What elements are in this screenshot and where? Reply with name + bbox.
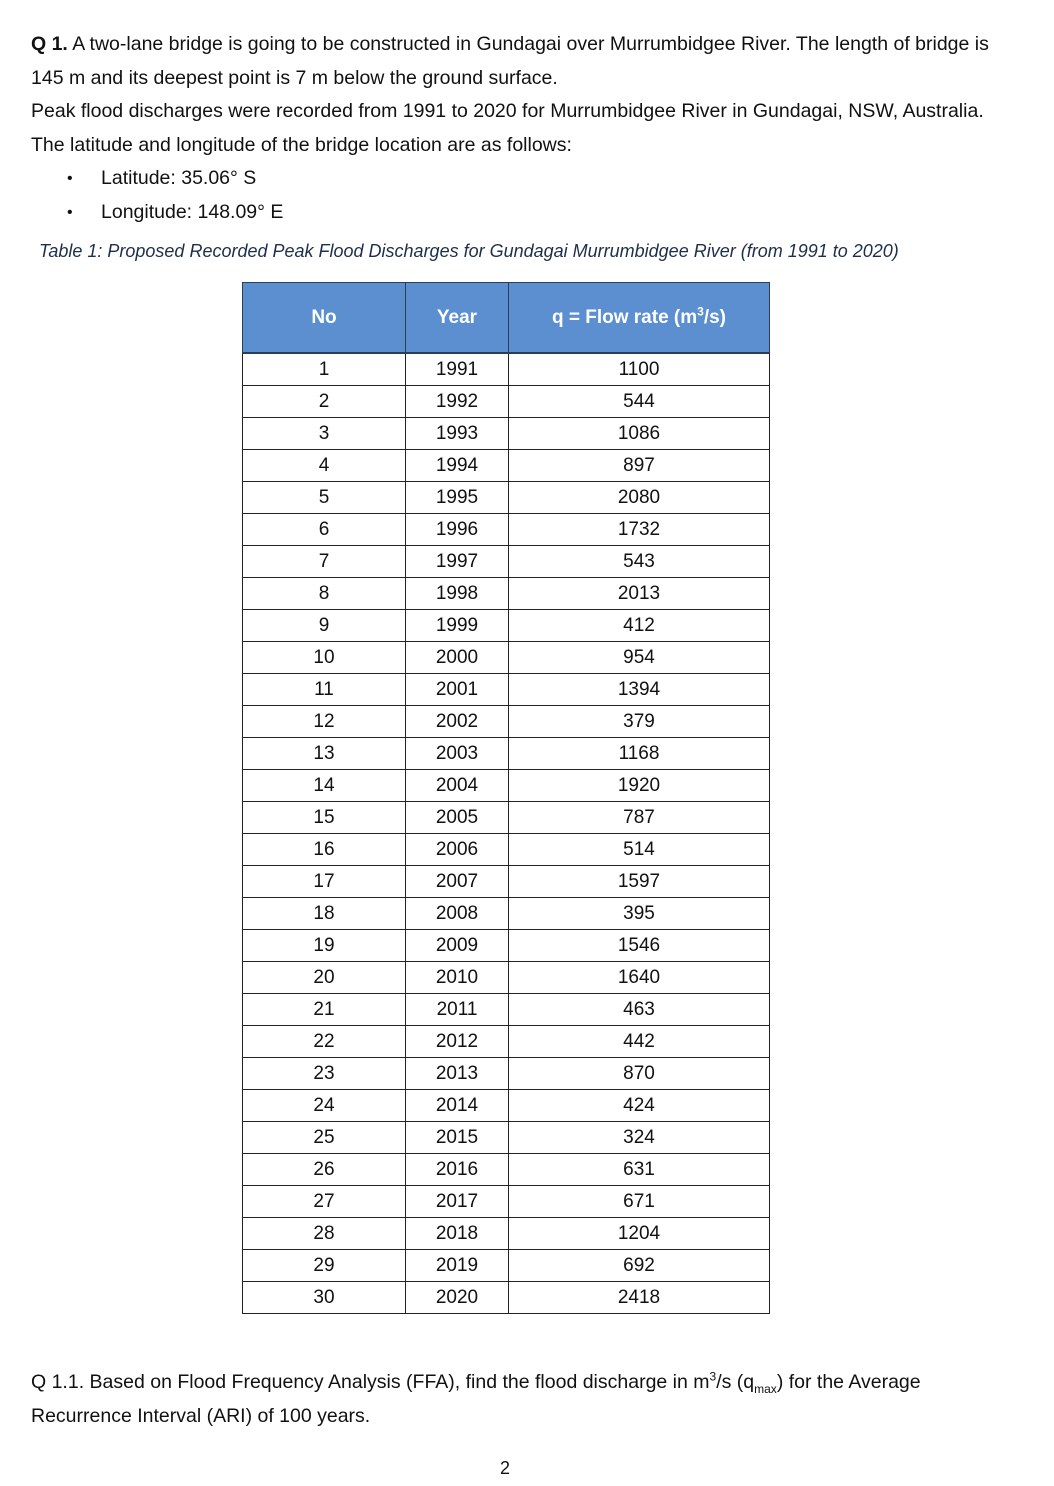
cell-flow-rate: 1640 [509, 962, 770, 994]
latitude-text: Latitude: 35.06° S [101, 167, 257, 189]
cell-flow-rate: 787 [509, 802, 770, 834]
cell-flow-rate: 424 [509, 1090, 770, 1122]
cell-no: 28 [243, 1218, 406, 1250]
table-row [243, 642, 770, 674]
header-no: No [243, 283, 406, 354]
cell-flow-rate: 1086 [509, 418, 770, 450]
subquestion-sub: max [754, 1381, 777, 1396]
table-row [243, 1122, 770, 1154]
cell-no: 29 [243, 1250, 406, 1282]
cell-flow-rate: 692 [509, 1250, 770, 1282]
cell-no: 21 [243, 994, 406, 1026]
cell-no: 5 [243, 482, 406, 514]
table-body [243, 353, 770, 1314]
cell-year: 2010 [406, 962, 509, 994]
cell-flow-rate: 395 [509, 898, 770, 930]
cell-flow-rate: 954 [509, 642, 770, 674]
cell-year: 1993 [406, 418, 509, 450]
cell-flow-rate: 379 [509, 706, 770, 738]
table-row [243, 770, 770, 802]
table-row [243, 1154, 770, 1186]
cell-flow-rate: 1168 [509, 738, 770, 770]
cell-flow-rate: 1546 [509, 930, 770, 962]
cell-flow-rate: 324 [509, 1122, 770, 1154]
table-row [243, 386, 770, 418]
cell-no: 2 [243, 386, 406, 418]
list-item [31, 196, 1021, 230]
cell-no: 19 [243, 930, 406, 962]
cell-no: 7 [243, 546, 406, 578]
cell-no: 9 [243, 610, 406, 642]
cell-no: 30 [243, 1282, 406, 1314]
cell-year: 2005 [406, 802, 509, 834]
table-row [243, 834, 770, 866]
table-row [243, 1250, 770, 1282]
cell-year: 2016 [406, 1154, 509, 1186]
table-row [243, 994, 770, 1026]
cell-no: 23 [243, 1058, 406, 1090]
cell-no: 20 [243, 962, 406, 994]
cell-no: 14 [243, 770, 406, 802]
table-header-row [243, 283, 770, 354]
header-year: Year [406, 283, 509, 354]
cell-year: 2009 [406, 930, 509, 962]
cell-flow-rate: 442 [509, 1026, 770, 1058]
cell-flow-rate: 1204 [509, 1218, 770, 1250]
cell-year: 2001 [406, 674, 509, 706]
cell-year: 2012 [406, 1026, 509, 1058]
cell-no: 17 [243, 866, 406, 898]
page-number: 2 [499, 1458, 510, 1478]
cell-no: 25 [243, 1122, 406, 1154]
cell-no: 1 [243, 353, 406, 386]
bullet-icon: • [67, 170, 73, 187]
cell-year: 2002 [406, 706, 509, 738]
header-flow-prefix: q = Flow rate (m [551, 306, 698, 328]
table-row [243, 482, 770, 514]
subquestion-part2: /s (q [716, 1371, 755, 1393]
header-flow-sup: 3 [697, 304, 704, 319]
cell-no: 24 [243, 1090, 406, 1122]
cell-flow-rate: 2080 [509, 482, 770, 514]
table-row [243, 866, 770, 898]
question-paragraph-1 [31, 28, 1021, 95]
table-row [243, 706, 770, 738]
cell-flow-rate: 2418 [509, 1282, 770, 1314]
table-row [243, 674, 770, 706]
cell-year: 1992 [406, 386, 509, 418]
cell-year: 1994 [406, 450, 509, 482]
table-row [243, 610, 770, 642]
subquestion-text [31, 1366, 1021, 1433]
table-row [243, 514, 770, 546]
header-flow-rate [509, 283, 770, 354]
cell-flow-rate: 463 [509, 994, 770, 1026]
question-intro-text: A two-lane bridge is going to be constructed in Gundagai over Murrumbidgee River. The length of bridge is 145 m and its deepest point is 7 m below the ground surface. [31, 33, 989, 89]
table-row [243, 802, 770, 834]
question-intro [31, 28, 1021, 229]
question-paragraph-2: Peak flood discharges were recorded from 1991 to 2020 for Murrumbidgee River in Gundagai, NSW, Australia. The latitude and longitude of the bridge location are as follows: [31, 100, 984, 156]
table-row [243, 930, 770, 962]
cell-year: 2019 [406, 1250, 509, 1282]
cell-year: 2011 [406, 994, 509, 1026]
cell-no: 27 [243, 1186, 406, 1218]
cell-flow-rate: 897 [509, 450, 770, 482]
table-row [243, 418, 770, 450]
cell-no: 10 [243, 642, 406, 674]
table-row [243, 546, 770, 578]
question-number: Q 1. [31, 33, 68, 55]
table-row [243, 962, 770, 994]
cell-flow-rate: 870 [509, 1058, 770, 1090]
cell-year: 2018 [406, 1218, 509, 1250]
cell-no: 26 [243, 1154, 406, 1186]
cell-no: 15 [243, 802, 406, 834]
cell-flow-rate: 1732 [509, 514, 770, 546]
cell-no: 16 [243, 834, 406, 866]
table-row [243, 1026, 770, 1058]
subquestion-part1: Q 1.1. Based on Flood Frequency Analysis (FFA), find the flood discharge in m [31, 1371, 710, 1393]
cell-year: 2020 [406, 1282, 509, 1314]
cell-year: 2017 [406, 1186, 509, 1218]
longitude-text: Longitude: 148.09° E [101, 200, 284, 223]
table-row [243, 738, 770, 770]
cell-flow-rate: 514 [509, 834, 770, 866]
cell-flow-rate: 1597 [509, 866, 770, 898]
subquestion-part3: ) for the Average Recurrence Interval (ARI) of 100 years. [31, 1371, 921, 1427]
cell-year: 1997 [406, 546, 509, 578]
cell-year: 1991 [406, 353, 509, 386]
table-row [243, 1090, 770, 1122]
cell-flow-rate: 1394 [509, 674, 770, 706]
subquestion-sup: 3 [709, 1369, 717, 1384]
cell-flow-rate: 631 [509, 1154, 770, 1186]
list-item [31, 162, 1021, 196]
table-row [243, 1218, 770, 1250]
location-list [31, 162, 1021, 229]
table-row [243, 1282, 770, 1314]
cell-year: 1995 [406, 482, 509, 514]
table-row [243, 353, 770, 386]
table-caption: Table 1: Proposed Recorded Peak Flood Discharges for Gundagai Murrumbidgee River (from 1991 to 2020) [39, 241, 899, 261]
cell-year: 1998 [406, 578, 509, 610]
cell-flow-rate: 1100 [509, 353, 770, 386]
cell-year: 2013 [406, 1058, 509, 1090]
cell-flow-rate: 543 [509, 546, 770, 578]
table-row [243, 898, 770, 930]
cell-year: 2008 [406, 898, 509, 930]
bullet-icon: • [67, 203, 73, 221]
cell-flow-rate: 671 [509, 1186, 770, 1218]
cell-year: 1996 [406, 514, 509, 546]
cell-flow-rate: 544 [509, 386, 770, 418]
cell-no: 3 [243, 418, 406, 450]
table-row [243, 1186, 770, 1218]
cell-no: 8 [243, 578, 406, 610]
subquestion [31, 1366, 1021, 1433]
cell-no: 6 [243, 514, 406, 546]
flood-discharge-table [242, 282, 770, 1314]
cell-year: 2000 [406, 642, 509, 674]
cell-no: 4 [243, 450, 406, 482]
cell-no: 12 [243, 706, 406, 738]
cell-flow-rate: 2013 [509, 578, 770, 610]
table-row [243, 578, 770, 610]
cell-no: 11 [243, 674, 406, 706]
table-row [243, 450, 770, 482]
cell-year: 2003 [406, 738, 509, 770]
cell-flow-rate: 1920 [509, 770, 770, 802]
cell-no: 13 [243, 738, 406, 770]
cell-year: 2004 [406, 770, 509, 802]
cell-year: 2015 [406, 1122, 509, 1154]
cell-year: 2006 [406, 834, 509, 866]
cell-no: 18 [243, 898, 406, 930]
table-row [243, 1058, 770, 1090]
cell-flow-rate: 412 [509, 610, 770, 642]
cell-year: 2007 [406, 866, 509, 898]
cell-no: 22 [243, 1026, 406, 1058]
header-flow-suffix: /s) [703, 306, 727, 328]
cell-year: 2014 [406, 1090, 509, 1122]
cell-year: 1999 [406, 610, 509, 642]
